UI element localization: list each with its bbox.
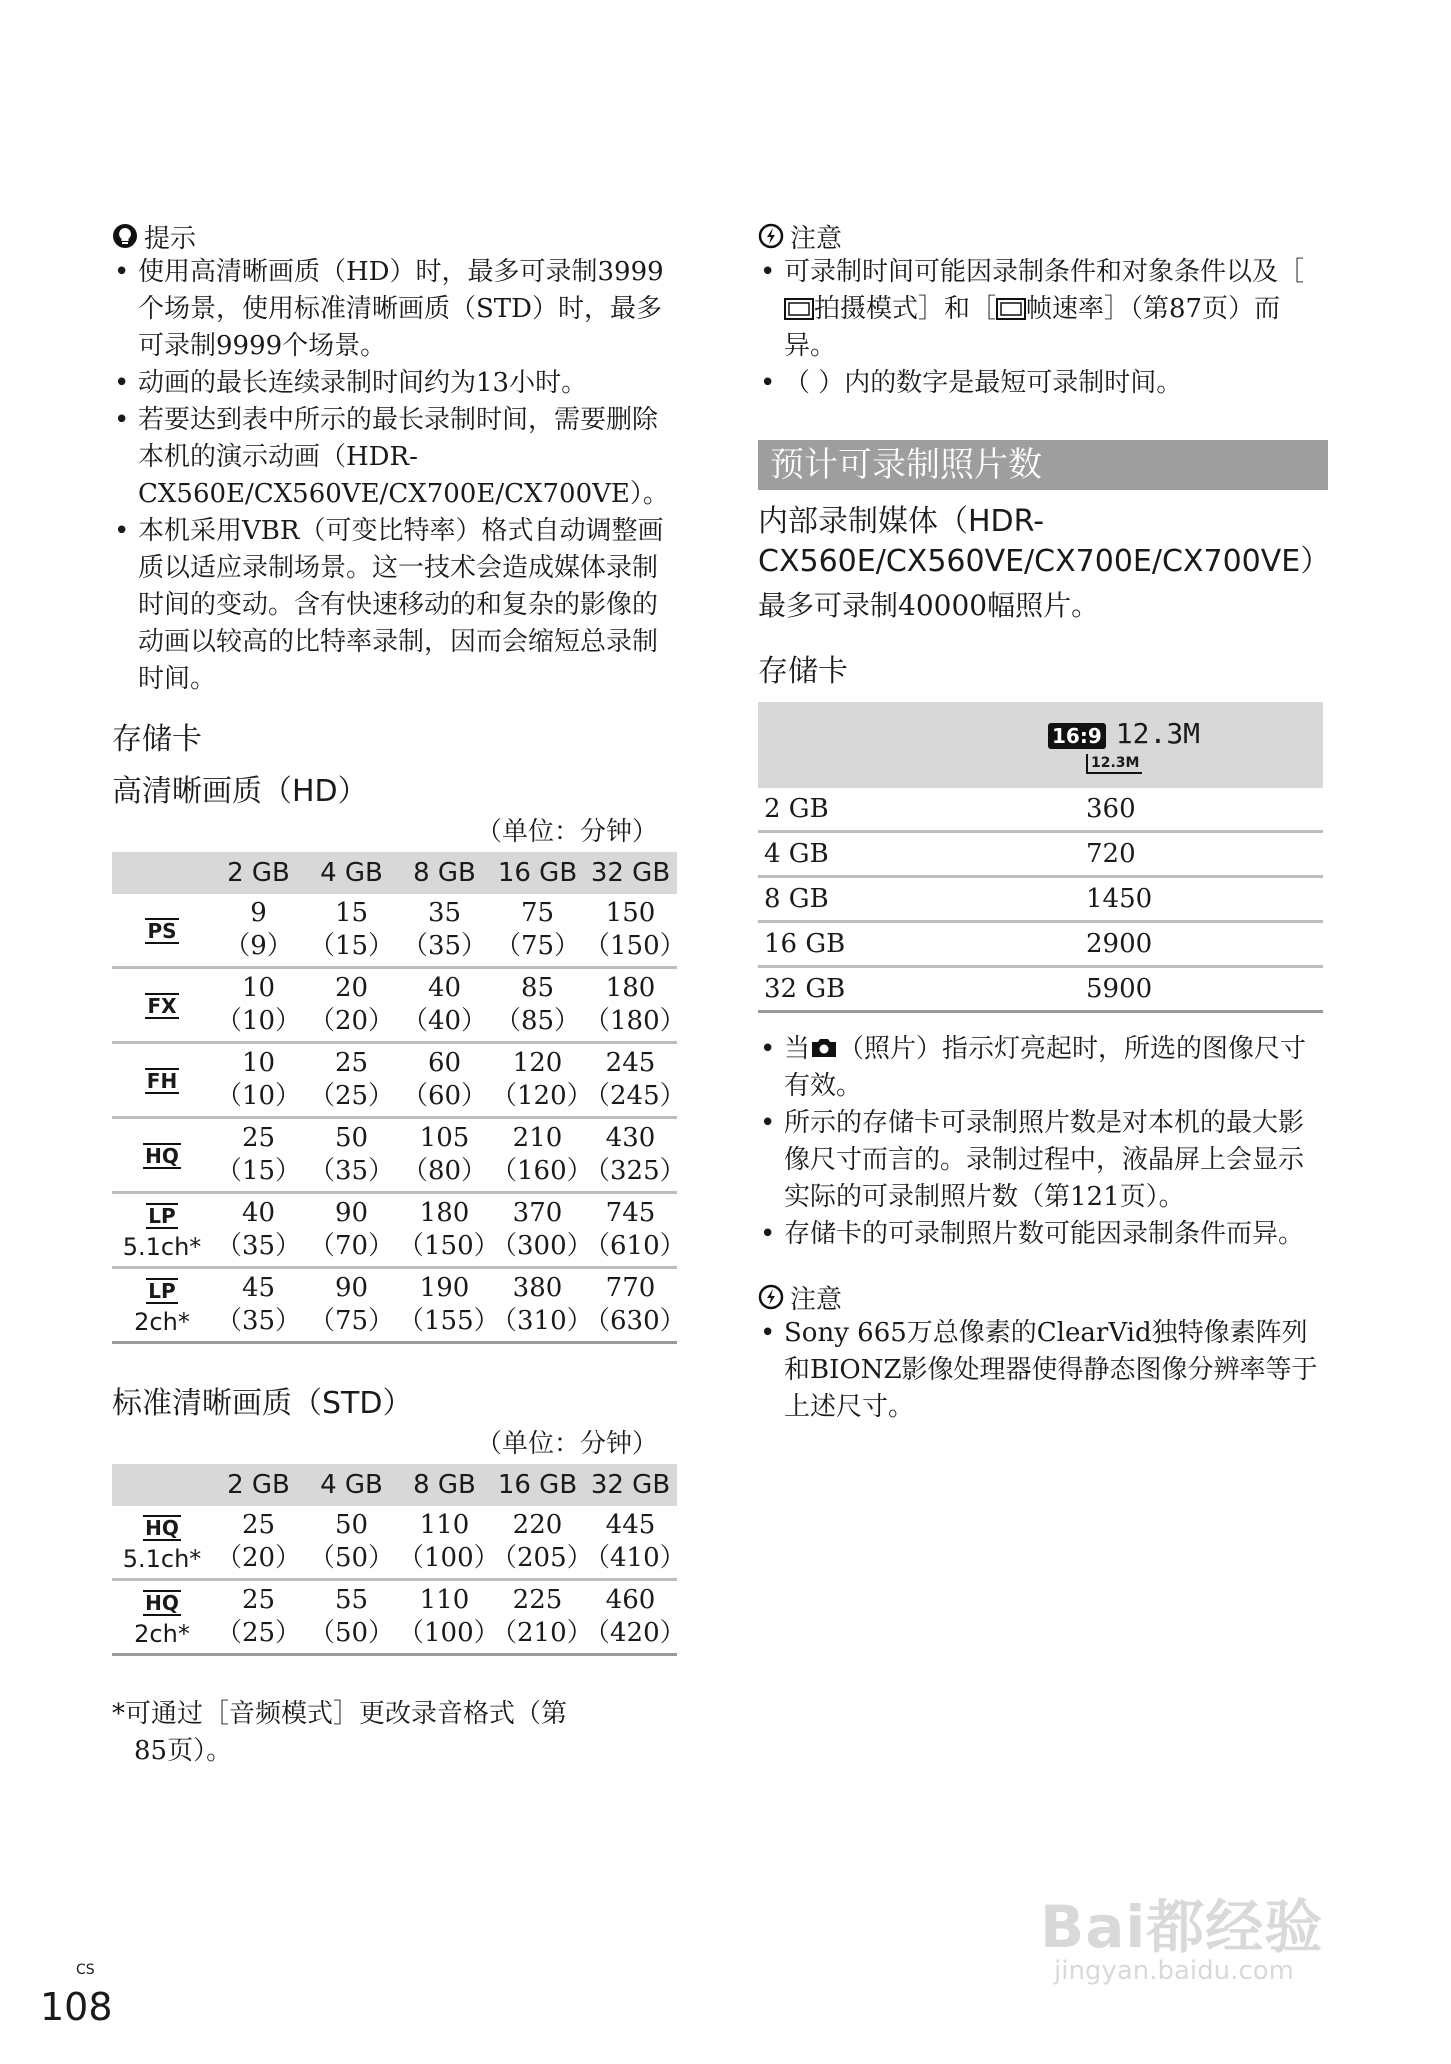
- time-cell: 210 （160）: [491, 1118, 584, 1193]
- photo-count: 360: [1008, 788, 1323, 832]
- caution-item: • Sony 665万总像素的ClearVid独特像素阵列和BIONZ影像处理器使得静态图像分辨率等于上述尺寸。: [758, 1315, 1328, 1426]
- photo-table: [758, 702, 1323, 1013]
- quality-code: LP: [148, 1278, 176, 1303]
- time-cell: 90 （70）: [305, 1193, 398, 1268]
- time-cell: 380 （310）: [491, 1268, 584, 1343]
- time-cell: 25 （15）: [212, 1118, 305, 1193]
- time-cell: 10 （10）: [212, 968, 305, 1043]
- quality-mode: [112, 1118, 212, 1193]
- time-cell: 25 （20）: [212, 1506, 305, 1580]
- hd-col-header: 16 GB: [491, 852, 584, 894]
- time-cell: 150 （150）: [584, 894, 677, 968]
- time-cell: 50 （35）: [305, 1118, 398, 1193]
- quality-code: HQ: [145, 1515, 179, 1540]
- left-column: [112, 218, 686, 1770]
- quality-code: HQ: [145, 1590, 179, 1615]
- time-cell: 40 （35）: [212, 1193, 305, 1268]
- time-cell: 180 （150）: [398, 1193, 491, 1268]
- std-unit: （单位：分钟）: [475, 1429, 658, 1459]
- card-capacity: 2 GB: [758, 788, 1008, 832]
- aspect-badge: 16:9: [1048, 723, 1106, 749]
- image-size-header: [1008, 702, 1323, 788]
- time-cell: 85 （85）: [491, 968, 584, 1043]
- time-cell: 15 （15）: [305, 894, 398, 968]
- time-cell: 75 （75）: [491, 894, 584, 968]
- photo-note: • 当 （照片）指示灯亮起时，所选的图像尺寸有效。: [758, 1031, 1328, 1105]
- quality-mode: [112, 1580, 212, 1655]
- photo-count: 1450: [1008, 877, 1323, 922]
- table-row: [758, 922, 1323, 967]
- hd-unit: （单位：分钟）: [475, 817, 658, 847]
- watermark-brand: Bai都经验: [1040, 1893, 1324, 1961]
- std-table: [112, 1464, 686, 1656]
- table-row: [112, 1506, 677, 1580]
- tip-item: • 本机采用VBR（可变比特率）格式自动调整画质以适应录制场景。这一技术会造成媒体录制时间的变动。含有快速移动的和复杂的影像的动画以较高的比特率录制，因而会缩短总录制时间。: [112, 513, 682, 698]
- std-col-header: 32 GB: [584, 1464, 677, 1506]
- tip-item: • 若要达到表中所示的最长录制时间，需要删除本机的演示动画（HDR-CX560E/CX560VE/CX700E/CX700VE）。: [112, 402, 682, 513]
- time-cell: 445 （410）: [584, 1506, 677, 1580]
- std-col-header: 2 GB: [212, 1464, 305, 1506]
- caution-icon: [758, 223, 784, 249]
- card-capacity: 16 GB: [758, 922, 1008, 967]
- lightbulb-icon: [112, 223, 138, 249]
- tip-item: • 使用高清晰画质（HD）时，最多可录制3999个场景，使用标准清晰画质（STD）时，最多可录制9999个场景。: [112, 254, 682, 365]
- section-banner: 预计可录制照片数: [758, 440, 1328, 490]
- time-cell: 770 （630）: [584, 1268, 677, 1343]
- time-cell: 460 （420）: [584, 1580, 677, 1655]
- image-size-icon: 12.3M: [1086, 754, 1142, 774]
- time-cell: 40 （40）: [398, 968, 491, 1043]
- time-cell: 180 （180）: [584, 968, 677, 1043]
- quality-code: LP: [148, 1203, 176, 1228]
- quality-code: HQ: [145, 1143, 179, 1168]
- time-cell: 245 （245）: [584, 1043, 677, 1118]
- hd-title: 高清晰画质（HD）: [112, 774, 368, 809]
- std-col-header: [112, 1464, 212, 1506]
- table-row: [758, 788, 1323, 832]
- table-row: [112, 1193, 677, 1268]
- quality-code: FH: [146, 1068, 178, 1093]
- table-row: [112, 968, 677, 1043]
- table-row: [758, 877, 1323, 922]
- time-cell: 225 （210）: [491, 1580, 584, 1655]
- photo-count: 720: [1008, 832, 1323, 877]
- std-header-row: [112, 1464, 677, 1506]
- caution-item: • 可录制时间可能因录制条件和对象条件以及［拍摄模式］和［ 帧速率］（第87页）而异。: [758, 254, 1328, 365]
- film-icon: [996, 298, 1026, 320]
- card-heading: 存储卡: [112, 722, 202, 757]
- quality-mode: [112, 894, 212, 968]
- table-row: [112, 1580, 677, 1655]
- quality-code: PS: [147, 918, 177, 943]
- std-col-header: 8 GB: [398, 1464, 491, 1506]
- time-cell: 45 （35）: [212, 1268, 305, 1343]
- film-icon: [784, 298, 814, 320]
- right-column: [758, 218, 1331, 1426]
- internal-text: 最多可录制40000幅照片。: [758, 589, 1100, 622]
- image-size-label: 12.3M: [1115, 716, 1201, 750]
- quality-mode: [112, 968, 212, 1043]
- time-cell: 20 （20）: [305, 968, 398, 1043]
- caution-list: [758, 254, 1328, 402]
- hd-col-header: 32 GB: [584, 852, 677, 894]
- time-cell: 110 （100）: [398, 1506, 491, 1580]
- hd-body: [112, 894, 686, 1343]
- hd-col-header: 8 GB: [398, 852, 491, 894]
- footnote: *可通过［音频模式］更改录音格式（第 85页）。: [112, 1699, 568, 1766]
- card-capacity: 4 GB: [758, 832, 1008, 877]
- quality-mode: [112, 1506, 212, 1580]
- time-cell: 10 （10）: [212, 1043, 305, 1118]
- time-cell: 190 （155）: [398, 1268, 491, 1343]
- time-cell: 35 （35）: [398, 894, 491, 968]
- std-col-header: 16 GB: [491, 1464, 584, 1506]
- quality-code: FX: [147, 993, 177, 1018]
- hd-col-header: [112, 852, 212, 894]
- watermark: [1040, 1880, 1323, 1986]
- photo-count: 2900: [1008, 922, 1323, 967]
- photo-note-list: [758, 1031, 1328, 1253]
- camera-icon: [810, 1037, 838, 1059]
- page-number: 108: [40, 1985, 113, 2029]
- hd-header-row: [112, 852, 677, 894]
- caution-list-2: [758, 1315, 1328, 1426]
- quality-mode: [112, 1193, 212, 1268]
- photo-count: 5900: [1008, 967, 1323, 1012]
- time-cell: 25 （25）: [305, 1043, 398, 1118]
- card-capacity: 32 GB: [758, 967, 1008, 1012]
- audio-format: 2ch*: [134, 1307, 190, 1336]
- time-cell: 745 （610）: [584, 1193, 677, 1268]
- photo-card-heading: 存储卡: [758, 654, 848, 689]
- page-lang: CS: [76, 1962, 95, 1978]
- quality-mode: [112, 1268, 212, 1343]
- table-row: [758, 967, 1323, 1012]
- internal-heading: 内部录制媒体（HDR-CX560E/CX560VE/CX700E/CX700VE）: [758, 504, 1331, 579]
- table-row: [112, 1043, 677, 1118]
- time-cell: 120 （120）: [491, 1043, 584, 1118]
- std-title: 标准清晰画质（STD）: [112, 1386, 413, 1421]
- time-cell: 55 （50）: [305, 1580, 398, 1655]
- photo-note: • 存储卡的可录制照片数可能因录制条件而异。: [758, 1216, 1328, 1253]
- time-cell: 9 （9）: [212, 894, 305, 968]
- time-cell: 105 （80）: [398, 1118, 491, 1193]
- tip-item: • 动画的最长连续录制时间约为13小时。: [112, 365, 682, 402]
- time-cell: 90 （75）: [305, 1268, 398, 1343]
- tip-heading: 提示: [112, 218, 682, 254]
- caution-heading: 注意: [758, 218, 1328, 254]
- hd-table: [112, 852, 686, 1344]
- std-body: [112, 1506, 686, 1655]
- photo-header-row: [758, 702, 1323, 788]
- audio-format: 5.1ch*: [122, 1544, 202, 1573]
- time-cell: 25 （25）: [212, 1580, 305, 1655]
- photo-note: • 所示的存储卡可录制照片数是对本机的最大影像尺寸而言的。录制过程中，液晶屏上会显示实际的可录制照片数（第121页）。: [758, 1105, 1328, 1216]
- tip-list: [112, 254, 682, 698]
- audio-format: 5.1ch*: [122, 1232, 202, 1261]
- audio-format: 2ch*: [134, 1619, 190, 1648]
- caution-item: • （ ）内的数字是最短可录制时间。: [758, 365, 1328, 402]
- time-cell: 220 （205）: [491, 1506, 584, 1580]
- table-row: [112, 894, 677, 968]
- table-row: [112, 1268, 677, 1343]
- quality-mode: [112, 1043, 212, 1118]
- time-cell: 110 （100）: [398, 1580, 491, 1655]
- time-cell: 50 （50）: [305, 1506, 398, 1580]
- watermark-url: jingyan.baidu.com: [1054, 1956, 1294, 1986]
- card-capacity: 8 GB: [758, 877, 1008, 922]
- time-cell: 430 （325）: [584, 1118, 677, 1193]
- hd-col-header: 2 GB: [212, 852, 305, 894]
- caution-icon: [758, 1284, 784, 1310]
- caution-heading-2: 注意: [758, 1279, 1328, 1315]
- table-row: [758, 832, 1323, 877]
- photo-body: [758, 788, 1323, 1012]
- time-cell: 370 （300）: [491, 1193, 584, 1268]
- hd-col-header: 4 GB: [305, 852, 398, 894]
- time-cell: 60 （60）: [398, 1043, 491, 1118]
- std-col-header: 4 GB: [305, 1464, 398, 1506]
- table-row: [112, 1118, 677, 1193]
